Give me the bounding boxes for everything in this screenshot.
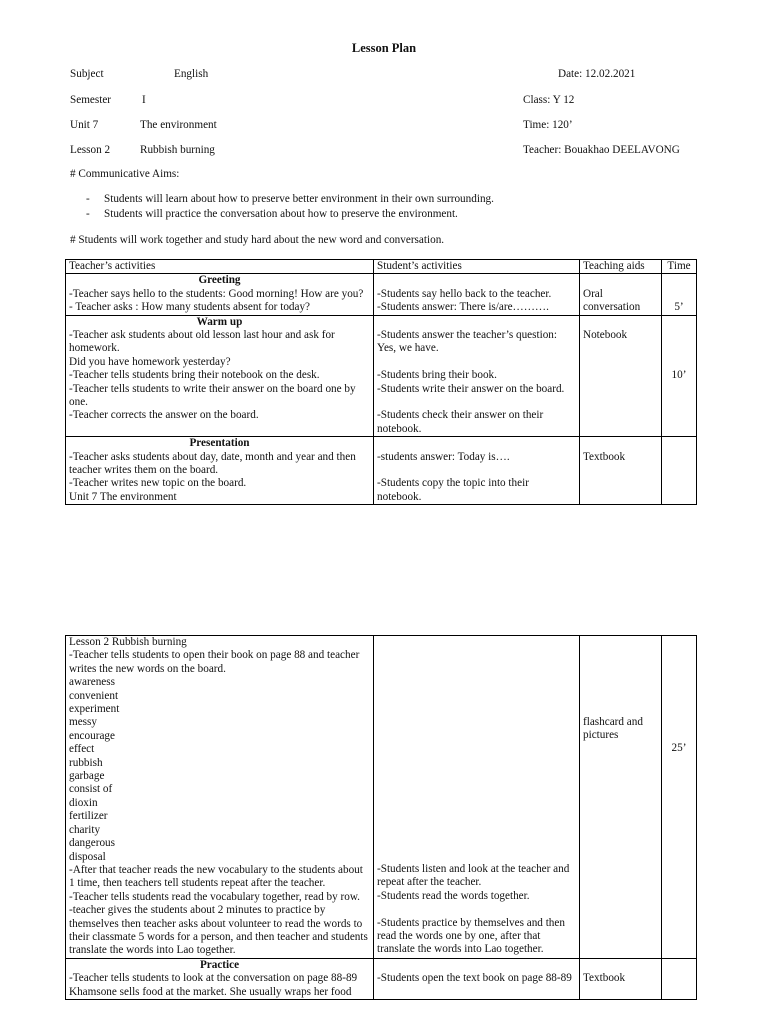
text-line: -teacher gives the students about 2 minutes to practice by themselves then teacher asks about volunteer to read the words to their classmate 5 words for a person, and then teacher and students translate the words into Lao together. bbox=[69, 904, 368, 957]
text-line: -Teacher tells students to write their answer on the board one by one. bbox=[69, 382, 356, 409]
greeting-teacher-cell bbox=[66, 274, 374, 315]
unit-label: Unit 7 bbox=[70, 119, 99, 131]
table-row-vocabulary bbox=[66, 636, 697, 959]
lesson-label: Lesson 2 bbox=[70, 144, 111, 156]
table-row-greeting bbox=[66, 274, 697, 315]
text-line: -Students bring their book. bbox=[377, 369, 497, 382]
table-row-presentation bbox=[66, 437, 697, 505]
text-line: -Teacher tells students bring their notebook on the desk. bbox=[69, 369, 320, 382]
text-line: Textbook bbox=[583, 450, 626, 463]
page-title: Lesson Plan bbox=[351, 41, 417, 55]
unit-value: The environment bbox=[140, 119, 217, 131]
text-line: -Teacher tells students read the vocabulary together, read by row. bbox=[69, 890, 360, 903]
text-line: -Students listen and look at the teacher and repeat after the teacher. bbox=[377, 863, 570, 889]
vocab-word: disposal bbox=[69, 850, 106, 863]
class: Class: Y 12 bbox=[523, 94, 575, 106]
warmup-student-cell bbox=[374, 315, 580, 437]
practice-student-cell bbox=[374, 958, 580, 999]
text-line: -Students check their answer on their notebook. bbox=[377, 409, 544, 435]
text-line: -Teacher tells students to look at the conversation on page 88-89 bbox=[69, 972, 358, 985]
text-line: -After that teacher reads the new vocabulary to the students about 1 time, then teachers tell students repeat after the teacher. bbox=[69, 863, 363, 890]
vocab-word: convenient bbox=[69, 689, 119, 702]
date: Date: 12.02.2021 bbox=[558, 68, 636, 80]
students-note: # Students will work together and study hard about the new word and conversation. bbox=[70, 234, 445, 246]
text-line: -Students practice by themselves and then read the words one by one, after that translate the words into Lao together. bbox=[377, 916, 565, 956]
practice-time-cell bbox=[662, 958, 697, 999]
practice-aids-cell bbox=[580, 958, 662, 999]
vocab-word: dioxin bbox=[69, 796, 98, 809]
vocab-word: messy bbox=[69, 716, 97, 729]
presentation-student-cell bbox=[374, 437, 580, 505]
text-line: -Teacher tells students to open their book on page 88 and teacher writes the new words on the board. bbox=[69, 649, 360, 675]
vocab-word: experiment bbox=[69, 703, 120, 716]
vocab-word: charity bbox=[69, 823, 101, 836]
col-header-student: Student’s activities bbox=[374, 260, 580, 274]
vocab-word: fertilizer bbox=[69, 810, 108, 823]
text-line: -Teacher writes new topic on the board. bbox=[69, 477, 247, 490]
text-line: -Students copy the topic into their notebook. bbox=[377, 477, 529, 503]
text-line: Did you have homework yesterday? bbox=[69, 355, 231, 368]
vocab-teacher-cell bbox=[66, 636, 374, 959]
presentation-time-cell bbox=[662, 437, 697, 505]
warmup-teacher-cell bbox=[66, 315, 374, 437]
table-row-warmup bbox=[66, 315, 697, 437]
text-line: -Teacher ask students about old lesson last hour and ask for homework. bbox=[69, 329, 335, 355]
col-header-teacher: Teacher’s activities bbox=[66, 260, 374, 274]
text-line: -Students answer the teacher’s question: Yes, we have. bbox=[377, 329, 557, 355]
practice-teacher-cell bbox=[66, 958, 374, 999]
text-line: - Teacher asks : How many students absent for today? bbox=[69, 301, 311, 314]
lesson-value: Rubbish burning bbox=[140, 144, 215, 156]
table-header-row bbox=[66, 260, 697, 274]
col-header-time: Time bbox=[662, 260, 697, 274]
semester-label: Semester bbox=[70, 94, 112, 106]
section-title-greeting: Greeting bbox=[198, 274, 241, 287]
presentation-teacher-cell bbox=[66, 437, 374, 505]
section-title-practice: Practice bbox=[199, 958, 240, 971]
aims-list bbox=[86, 193, 494, 223]
vocab-word: rubbish bbox=[69, 756, 103, 769]
lesson-table-continued bbox=[65, 635, 697, 1000]
warmup-time-cell: 10’ bbox=[662, 315, 697, 437]
vocab-word: consist of bbox=[69, 783, 113, 796]
vocab-time-cell bbox=[662, 636, 697, 959]
presentation-aids-cell bbox=[580, 437, 662, 505]
text-line: Khamsone sells food at the market. She usually wraps her food bbox=[69, 985, 352, 998]
text-line: -Students write their answer on the board. bbox=[377, 382, 565, 395]
vocab-student-cell bbox=[374, 636, 580, 959]
text-line: -Teacher corrects the answer on the board. bbox=[69, 409, 259, 422]
lesson-table bbox=[65, 259, 697, 505]
text-line: Lesson 2 Rubbish burning bbox=[69, 636, 187, 648]
subject-label: Subject bbox=[70, 68, 104, 80]
text-line: -Students open the text book on page 88-89 bbox=[377, 972, 572, 985]
text-line: -Students say hello back to the teacher. bbox=[377, 287, 552, 300]
vocab-word: awareness bbox=[69, 676, 115, 689]
semester-value: I bbox=[142, 94, 146, 106]
text-line: -Students answer: There is/are………. bbox=[377, 301, 549, 314]
text-line: flashcard and pictures bbox=[583, 716, 643, 742]
table-row-practice bbox=[66, 958, 697, 999]
col-header-aids: Teaching aids bbox=[580, 260, 662, 274]
greeting-aids-cell bbox=[580, 274, 662, 315]
text-line: -Teacher says hello to the students: Good morning! How are you? bbox=[69, 287, 364, 300]
vocab-word: effect bbox=[69, 743, 95, 756]
text-line: 25’ bbox=[671, 742, 687, 754]
aim-item: - Students will practice the conversation about how to preserve the environment. bbox=[86, 208, 494, 223]
text-line: Textbook bbox=[583, 972, 626, 985]
section-title-warmup: Warm up bbox=[196, 315, 243, 328]
vocab-word: garbage bbox=[69, 770, 105, 783]
vocab-word: dangerous bbox=[69, 837, 115, 850]
text-line: -Students read the words together. bbox=[377, 889, 530, 902]
text-line: Oral conversation bbox=[583, 287, 641, 314]
time: Time: 120’ bbox=[523, 119, 573, 131]
greeting-student-cell bbox=[374, 274, 580, 315]
aim-item: - Students will learn about how to preserve better environment in their own surrounding. bbox=[86, 193, 494, 208]
section-title-presentation: Presentation bbox=[189, 437, 250, 450]
aims-heading: # Communicative Aims: bbox=[70, 168, 180, 180]
vocab-word: encourage bbox=[69, 729, 115, 742]
text-line: Notebook bbox=[583, 329, 628, 342]
warmup-aids-cell bbox=[580, 315, 662, 437]
text-line: Unit 7 The environment bbox=[69, 490, 177, 503]
text-line: -Teacher asks students about day, date, month and year and then teacher writes them on the board. bbox=[69, 450, 356, 477]
text-line: -students answer: Today is…. bbox=[377, 450, 510, 463]
greeting-time-cell: 5’ bbox=[662, 274, 697, 315]
vocab-aids-cell bbox=[580, 636, 662, 959]
subject-value: English bbox=[174, 68, 209, 80]
teacher: Teacher: Bouakhao DEELAVONG bbox=[523, 144, 680, 156]
